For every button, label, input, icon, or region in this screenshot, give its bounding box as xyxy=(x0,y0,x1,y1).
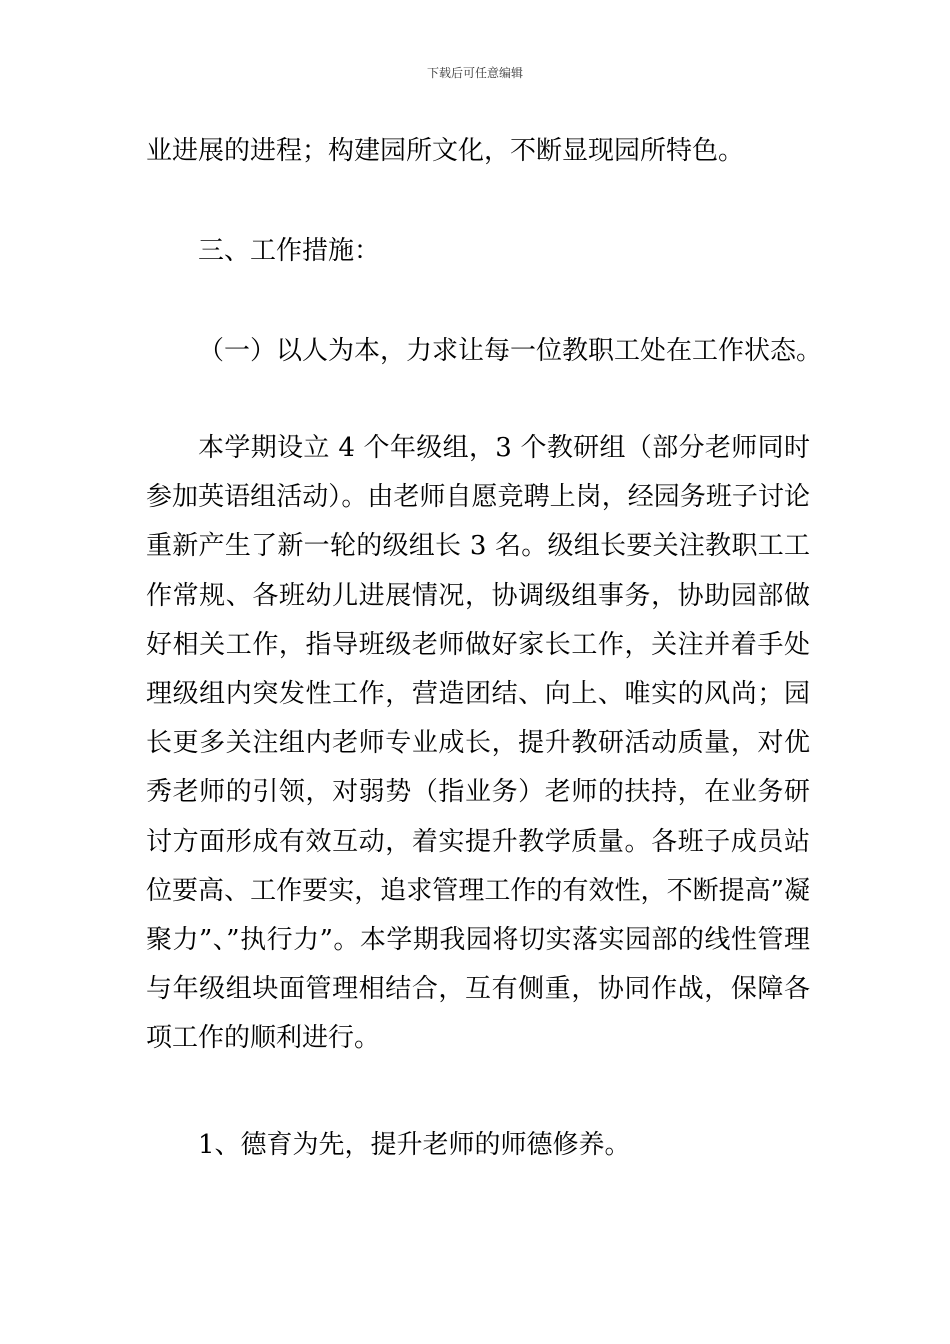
page-header-note: 下载后可任意编辑 xyxy=(426,66,523,80)
subsection-heading: （一）以人为本，力求让每一位教职工处在工作状态。 xyxy=(198,336,823,366)
continuation-line: 业进展的进程；构建园所文化，不断显现园所特色。 xyxy=(146,136,745,166)
body-paragraph: 本学期设立 4 个年级组，3 个教研组（部分老师同时参加英语组活动）。由老师自愿竞聘上岗，经园务班子讨论重新产生了新一轮的级组长 3 名。级组长要关注教职工工作常规、各班幼儿进展情况，协调级组事务，协助园部做好相关工作，指导班级老师做好家长工作，关注并着手处理级组内突发性工作，营造团结、向上、唯实的风尚；园长更多关注组内老师专业成长，提升教研活动质量，对优秀老师的引领，对弱势（指业务）老师的扶持，在业务研讨方面形成有效互动，着实提升教学质量。各班子成员站位要高、工作要实，追求管理工作的有效性，不断提高”凝聚力”、”执行力”。本学期我园将切实落实园部的线性管理与年级组块面管理相结合，互有侧重，协同作战，保障各项工作的顺利进行。 xyxy=(146,433,810,1054)
item-heading: 1、德育为先，提升老师的师德修养。 xyxy=(198,1130,631,1160)
section-heading: 三、工作措施： xyxy=(198,236,381,266)
